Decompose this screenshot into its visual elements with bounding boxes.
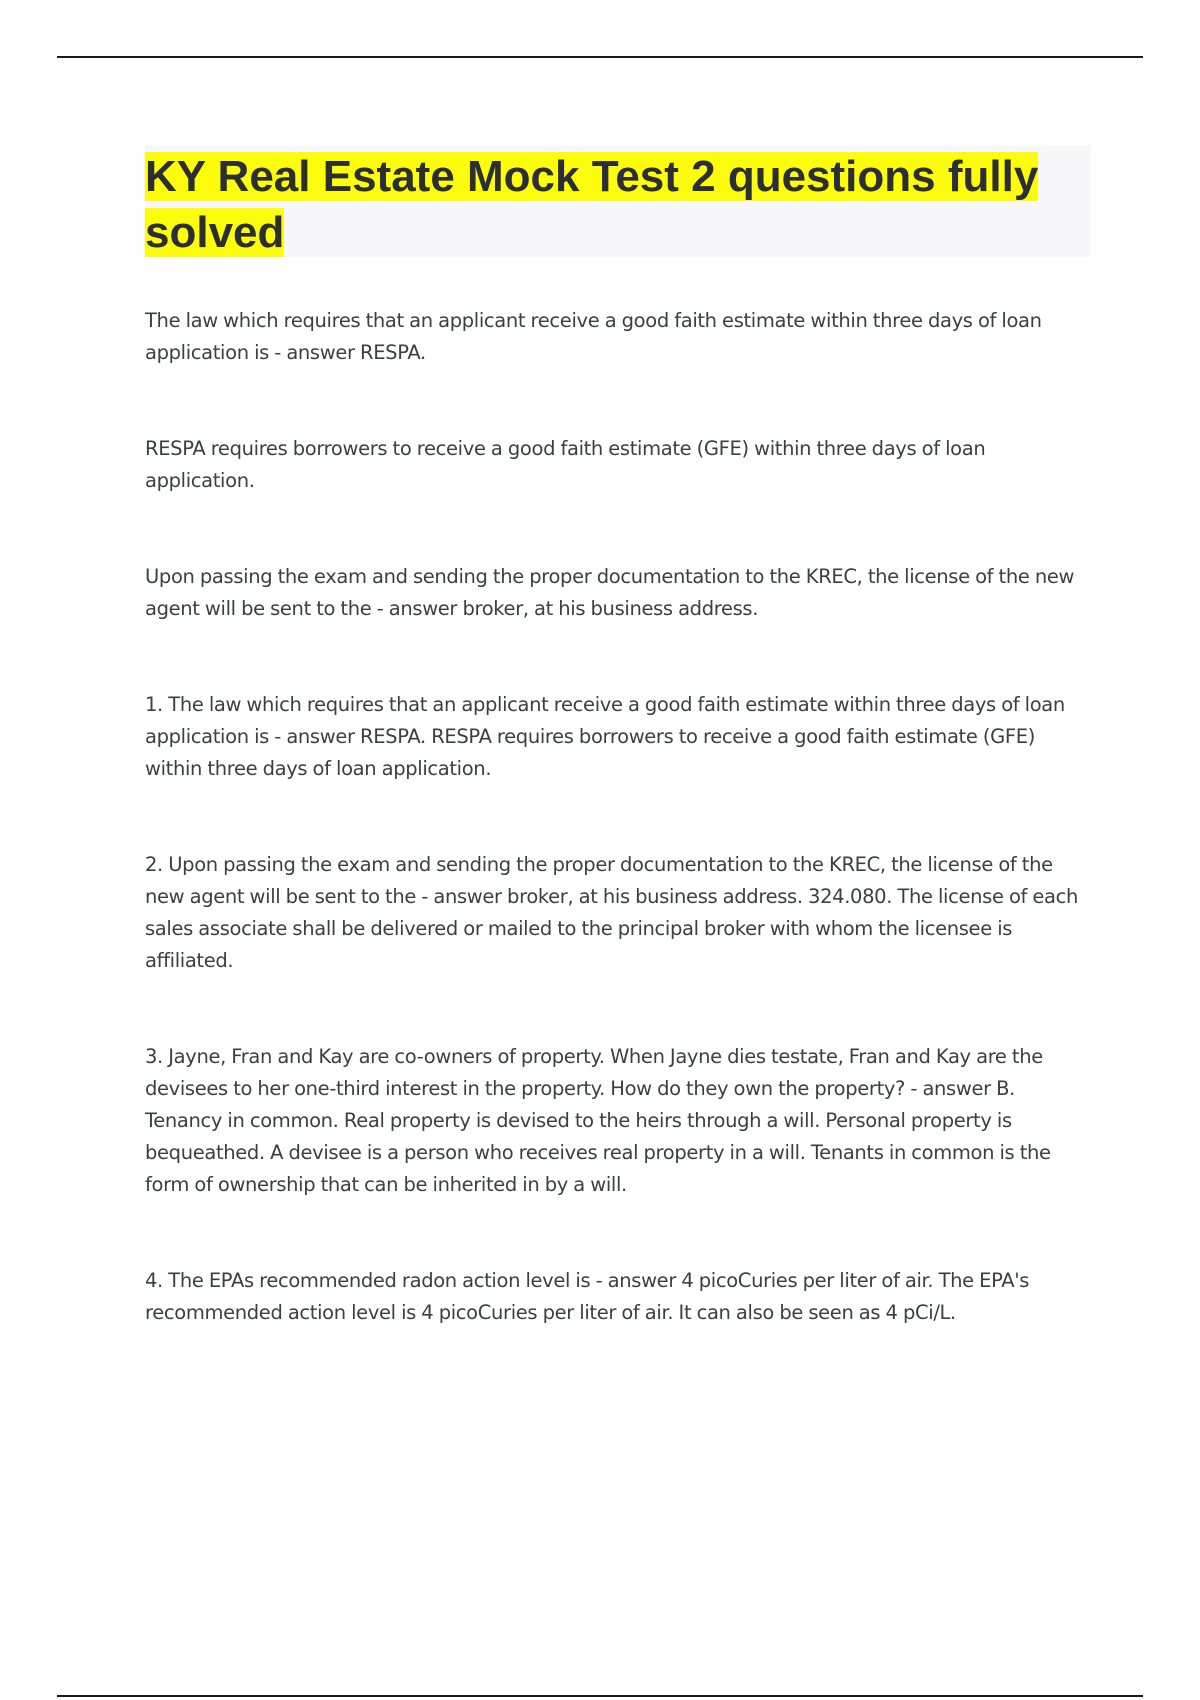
top-divider	[57, 56, 1143, 58]
paragraph-2: RESPA requires borrowers to receive a good faith estimate (GFE) within three days of loan application.	[145, 437, 986, 492]
paragraph-1: The law which requires that an applicant receive a good faith estimate within three days of loan application is - answer RESPA.	[145, 309, 1042, 364]
title-highlight: KY Real Estate Mock Test 2 questions fully solved	[145, 152, 1039, 257]
document-body	[145, 145, 1090, 1329]
title-block	[145, 145, 1090, 257]
question-2: 2. Upon passing the exam and sending the proper documentation to the KREC, the license of the new agent will be sent to the - answer broker, at his business address. 324.080. The license of each sales associate shall be delivered or mailed to the principal broker with whom the licensee is affiliated.	[145, 853, 1079, 972]
question-4: 4. The EPAs recommended radon action level is - answer 4 picoCuries per liter of air. The EPA's recommended action level is 4 picoCuries per liter of air. It can also be seen as 4 pCi/L.	[145, 1269, 1030, 1324]
question-1: 1. The law which requires that an applicant receive a good faith estimate within three days of loan application is - answer RESPA. RESPA requires borrowers to receive a good faith estimate (GFE) within three days of loan application.	[145, 693, 1065, 780]
paragraph-3: Upon passing the exam and sending the proper documentation to the KREC, the license of the new agent will be sent to the - answer broker, at his business address.	[145, 565, 1075, 620]
bottom-divider	[57, 1695, 1143, 1697]
page-title	[145, 149, 1090, 261]
question-3: 3. Jayne, Fran and Kay are co-owners of property. When Jayne dies testate, Fran and Kay are the devisees to her one-third interest in the property. How do they own the property? - answer B. Tenancy in common. Real property is devised to the heirs through a will. Personal property is bequeathed. A devisee is a person who receives real property in a will. Tenants in common is the form of ownership that can be inherited in by a will.	[145, 1045, 1051, 1196]
